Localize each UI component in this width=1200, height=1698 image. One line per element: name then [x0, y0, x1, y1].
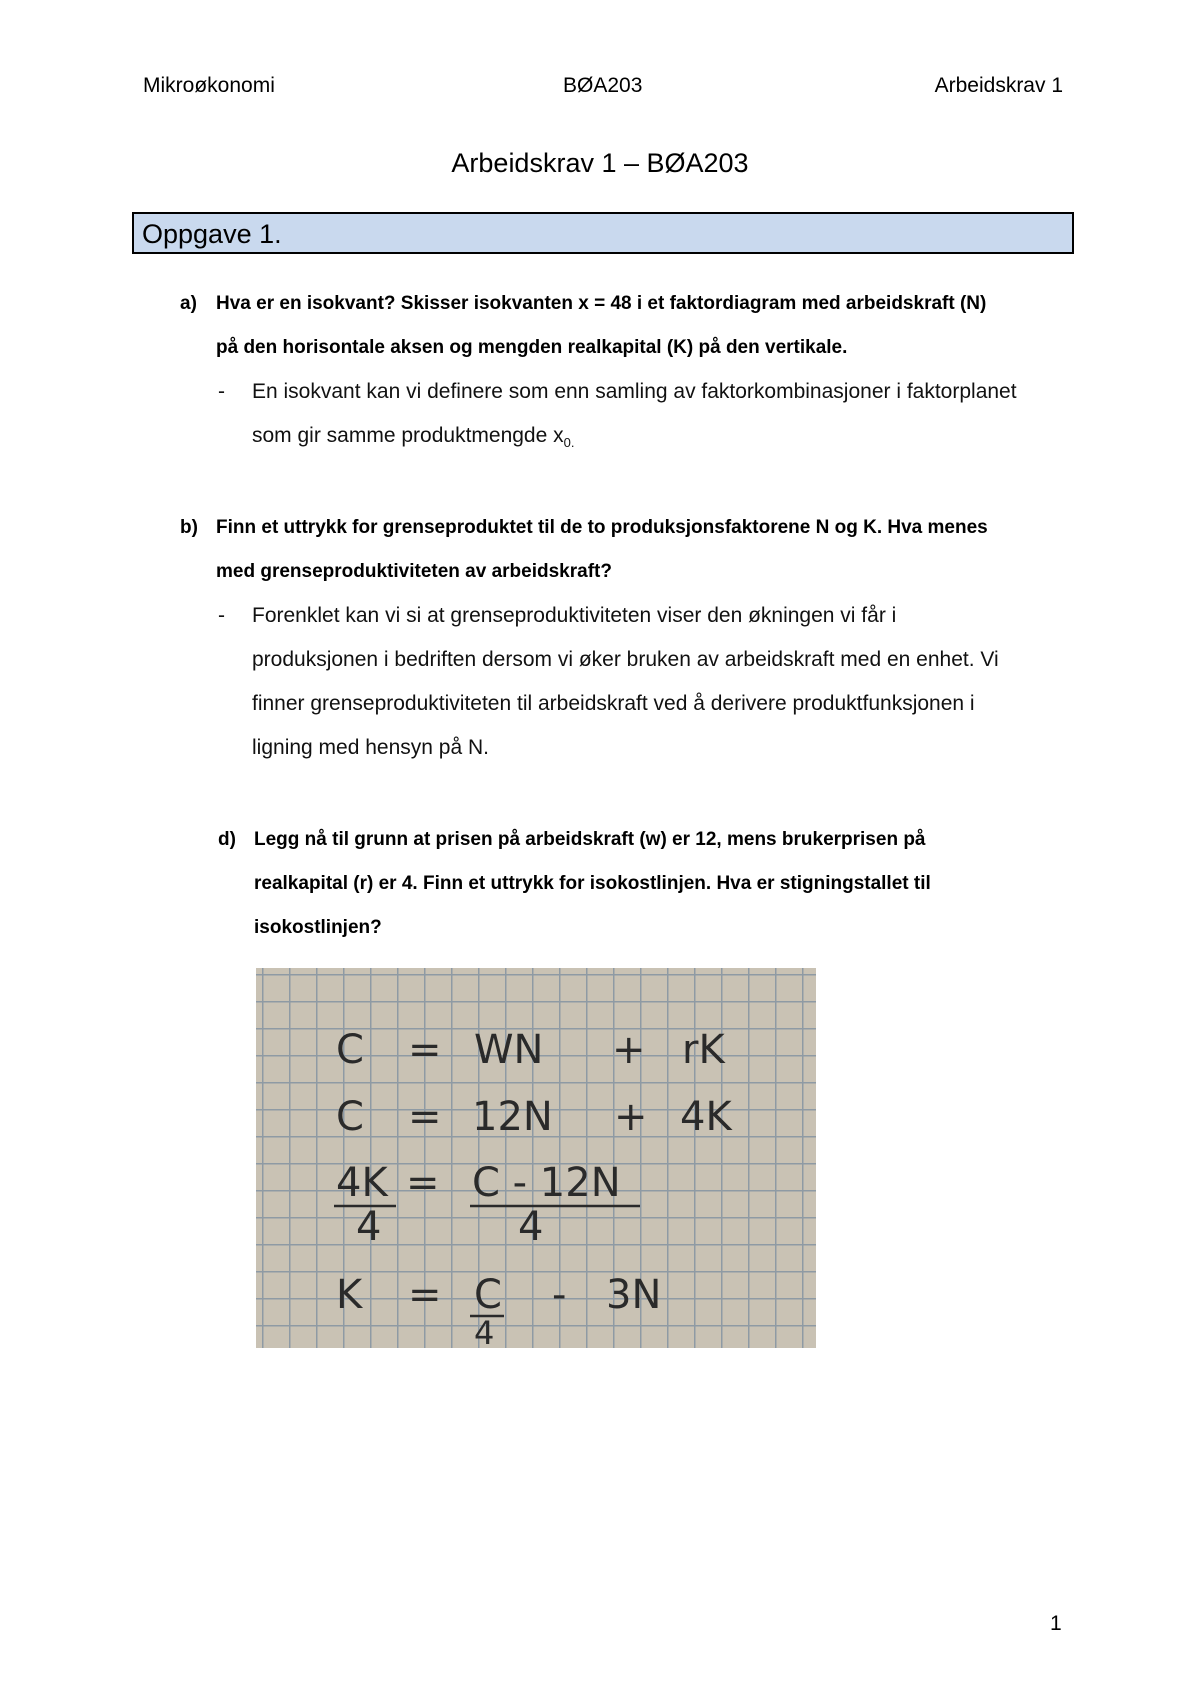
answer-a: [218, 370, 1078, 460]
page-number: 1: [1050, 1612, 1062, 1635]
hw-row1-wn: WN: [474, 1027, 544, 1073]
hw-row3-denominator-left: 4: [356, 1204, 382, 1250]
answer-line: En isokvant kan vi definere som enn samling av faktorkombinasjoner i faktorplanet: [252, 380, 1017, 403]
question-b: [180, 506, 1080, 596]
header-course-code: BØA203: [563, 74, 643, 97]
hw-row1-plus: +: [612, 1027, 646, 1073]
handwritten-calculation-photo: [256, 968, 816, 1348]
answer-line: ligning med hensyn på N.: [252, 736, 489, 759]
hw-row4-minus: -: [552, 1272, 567, 1318]
handwriting-svg: [256, 968, 816, 1348]
question-line: Finn et uttrykk for grenseproduktet til de to produksjonsfaktorene N og K. Hva menes: [216, 517, 988, 538]
answer-line-text: som gir samme produktmengde x: [252, 424, 564, 447]
hw-row3-numerator: C - 12N: [472, 1160, 621, 1206]
section-heading: Oppgave 1.: [132, 212, 1074, 254]
subscript: 0.: [563, 435, 575, 451]
question-line: isokostlinjen?: [254, 917, 382, 938]
hw-row2-4k: 4K: [680, 1094, 732, 1140]
hw-row3-4k: 4K: [336, 1160, 388, 1206]
answer-line: Forenklet kan vi si at grenseproduktiviteten viser den økningen vi får i: [252, 604, 897, 627]
hw-row4-denominator: 4: [474, 1314, 495, 1348]
hw-row3-eq: =: [406, 1160, 440, 1206]
question-letter: d): [218, 829, 236, 850]
question-letter: a): [180, 293, 197, 314]
answer-line: [252, 414, 574, 465]
header-course-name: Mikroøkonomi: [143, 74, 275, 97]
answer-b: [218, 594, 1078, 774]
question-line: Hva er en isokvant? Skisser isokvanten x = 48 i et faktordiagram med arbeidskraft (N): [216, 293, 987, 314]
answer-line: finner grenseproduktiviteten til arbeidskraft ved å derivere produktfunksjonen i: [252, 692, 975, 715]
question-line: Legg nå til grunn at prisen på arbeidskraft (w) er 12, mens brukerprisen på: [254, 829, 926, 850]
hw-row2-plus: +: [614, 1094, 648, 1140]
question-d: [218, 818, 1098, 953]
question-line: på den horisontale aksen og mengden realkapital (K) på den vertikale.: [216, 337, 848, 358]
answer-line: produksjonen i bedriften dersom vi øker bruken av arbeidskraft med en enhet. Vi: [252, 648, 999, 671]
hw-row4-c: C: [474, 1272, 502, 1318]
hw-row1-eq: =: [408, 1027, 442, 1073]
question-line: med grenseproduktiviteten av arbeidskraft?: [216, 561, 612, 582]
bullet-dash: -: [218, 380, 225, 403]
hw-row2-c: C: [336, 1094, 364, 1140]
header-assignment: Arbeidskrav 1: [934, 74, 1063, 97]
hw-row4-3n: 3N: [606, 1272, 662, 1318]
hw-row4-k: K: [336, 1272, 363, 1318]
question-a: [180, 282, 1080, 372]
document-title: Arbeidskrav 1 – BØA203: [451, 148, 749, 178]
hw-row2-eq: =: [408, 1094, 442, 1140]
bullet-dash: -: [218, 604, 225, 627]
hw-row2-12n: 12N: [472, 1094, 553, 1140]
question-line: realkapital (r) er 4. Finn et uttrykk for isokostlinjen. Hva er stigningstallet til: [254, 873, 931, 894]
question-letter: b): [180, 517, 198, 538]
hw-row1-c: C: [336, 1027, 364, 1073]
hw-row1-rk: rK: [682, 1027, 725, 1073]
hw-row3-denominator-right: 4: [518, 1204, 544, 1250]
page-header: [143, 74, 1063, 104]
hw-row4-eq: =: [408, 1272, 442, 1318]
